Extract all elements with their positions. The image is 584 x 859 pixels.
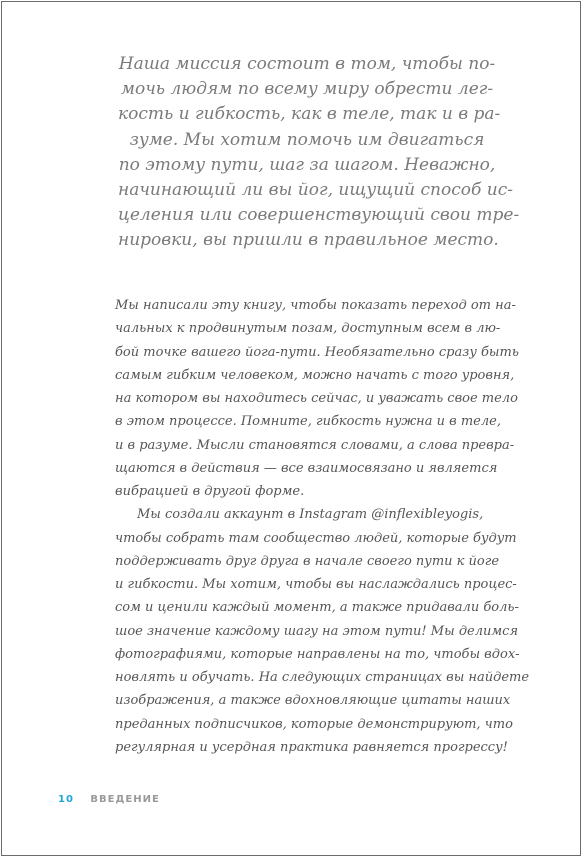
body-line: чтобы собрать там сообщество людей, которые будут	[115, 530, 517, 546]
mission-line: мочь людям по всему миру обрести лег-	[120, 79, 494, 100]
body-line: изображения, а также вдохновляющие цитаты наших	[115, 693, 511, 709]
mission-line: нировки, вы пришли в правильное место.	[118, 230, 499, 251]
body-line: преданных подписчиков, которые демонстрируют, что	[115, 716, 513, 732]
body-line: щаются в действия — все взаимосвязано и является	[115, 460, 498, 476]
body-line: в этом процессе. Помните, гибкость нужна и в теле,	[115, 414, 501, 430]
body-line: шое значение каждому шагу на этом пути! Мы делимся	[115, 623, 519, 639]
body-paragraphs	[115, 294, 530, 759]
body-line: бой точке вашего йога-пути. Необязательно сразу быть	[115, 344, 519, 360]
body-line: фотографиями, которые направлены на то, чтобы вдох-	[115, 646, 520, 662]
body-line: сом и ценили каждый момент, а также придавали боль-	[115, 600, 519, 616]
page-number: 10	[58, 794, 74, 805]
body-line: на котором вы находитесь сейчас, и уважать свое тело	[115, 391, 518, 406]
section-title: ВВЕДЕНИЕ	[90, 794, 160, 805]
page-footer	[58, 794, 160, 805]
body-line: Мы написали эту книгу, чтобы показать переход от на-	[115, 298, 516, 313]
body-line: регулярная и усердная практика равняется прогрессу!	[115, 739, 508, 755]
mission-line: Наша миссия состоит в том, чтобы по-	[118, 54, 496, 74]
mission-line: зуме. Мы хотим помочь им двигаться	[129, 129, 485, 150]
mission-line: по этому пути, шаг за шагом. Неважно,	[118, 154, 496, 175]
mission-line: начинающий ли вы йог, ищущий способ ис-	[118, 180, 513, 201]
mission-line: целения или совершенствующий свои тре-	[118, 205, 520, 226]
body-line: и гибкости. Мы хотим, чтобы вы наслаждались процес-	[115, 577, 517, 592]
body-line: поддерживать друг друга в начале своего пути к йоге	[115, 553, 500, 569]
body-line: вибрацией в другой форме.	[115, 484, 305, 499]
mission-line: кость и гибкость, как в теле, так и в ра-	[118, 104, 501, 125]
mission-statement	[118, 52, 520, 254]
body-line: Мы создали аккаунт в Instagram @inflexibleyogis,	[137, 507, 484, 523]
body-line: самым гибким человеком, можно начать с того уровня,	[115, 367, 515, 383]
body-line: и в разуме. Мысли становятся словами, а слова превра-	[115, 437, 515, 453]
body-line: новлять и обучать. На следующих страницах вы найдете	[115, 670, 530, 685]
body-line: чальных к продвинутым позам, доступным всем в лю-	[115, 321, 501, 337]
